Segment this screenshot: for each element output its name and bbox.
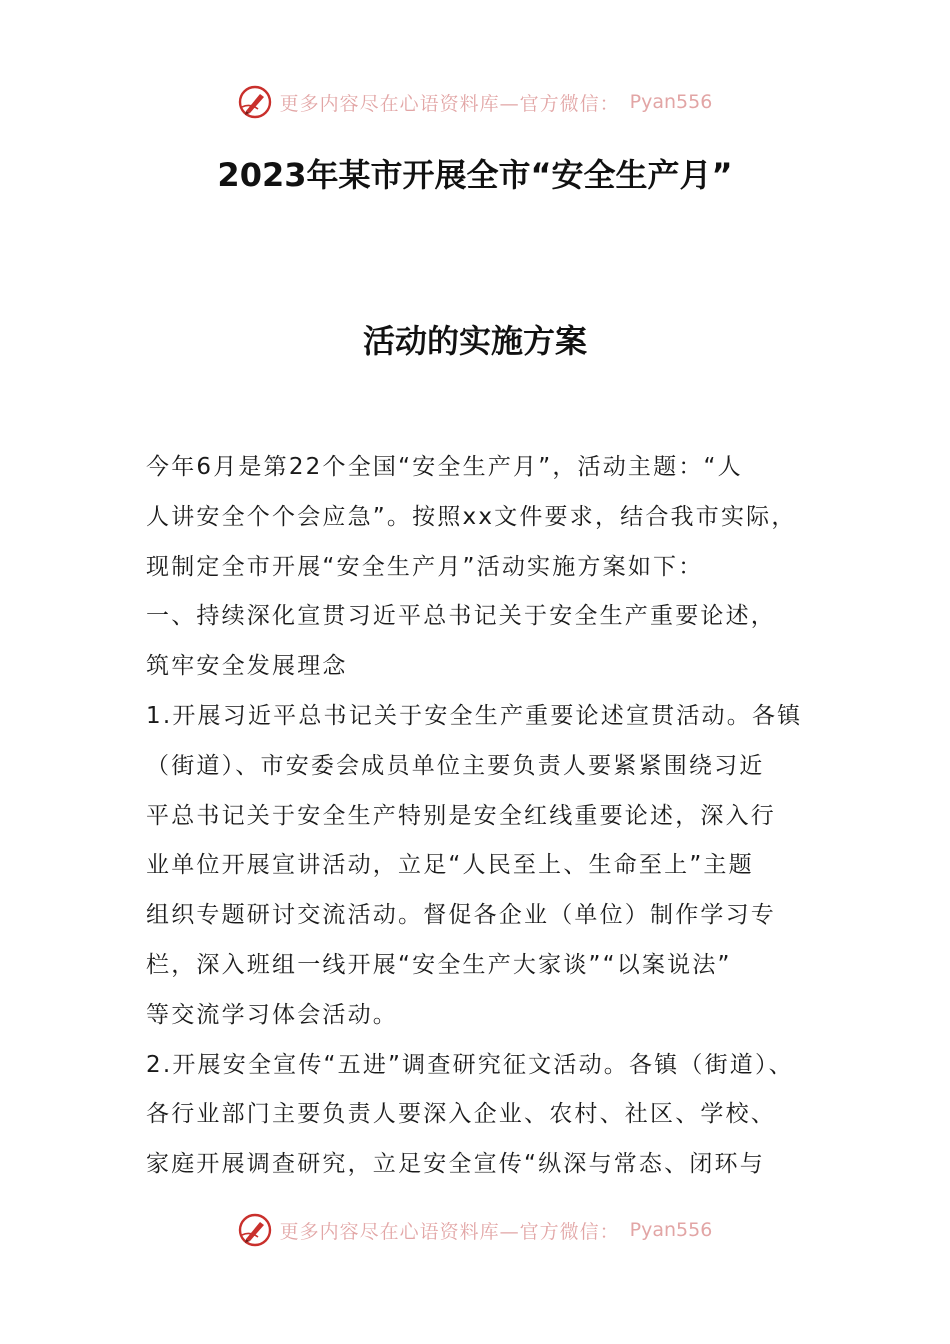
body-line: 组织专题研讨交流活动。督促各企业（单位）制作学习专 — [146, 902, 776, 929]
body-line: （街道）、市安委会成员单位主要负责人要紧紧围绕习近 — [146, 752, 765, 779]
watermark-wechat-id: Pyan556 — [629, 91, 713, 113]
watermark-text: 更多内容尽在心语资料库—官方微信： — [279, 92, 620, 115]
body-line: 2.开展安全宣传“五进”调查研究征文活动。各镇（街道）、 — [146, 1051, 794, 1078]
body-line: 今年6月是第22个全国“安全生产月”，活动主题：“人 — [146, 454, 743, 480]
watermark-footer — [0, 1210, 950, 1250]
document-title-line-1: 2023年某市开展全市“安全生产月” — [217, 156, 733, 194]
pen-logo-icon — [238, 1213, 272, 1247]
document-body — [146, 443, 826, 1190]
body-line: 等交流学习体会活动。 — [146, 1001, 398, 1028]
watermark-text: 更多内容尽在心语资料库—官方微信： — [279, 1220, 620, 1243]
body-line: 人讲安全个个会应急”。按照xx文件要求，结合我市实际， — [146, 503, 797, 530]
document-title-line-2: 活动的实施方案 — [362, 322, 587, 360]
body-line: 平总书记关于安全生产特别是安全红线重要论述，深入行 — [146, 802, 776, 829]
body-line: 家庭开展调查研究，立足安全宣传“纵深与常态、闭环与 — [146, 1151, 765, 1178]
body-line: 栏，深入班组一线开展“安全生产大家谈”“以案说法” — [146, 951, 732, 978]
body-line: 业单位开展宣讲活动，立足“人民至上、生命至上”主题 — [146, 852, 754, 879]
body-line: 1.开展习近平总书记关于安全生产重要论述宣贯活动。各镇 — [146, 702, 803, 729]
watermark-header — [0, 82, 950, 122]
body-line: 各行业部门主要负责人要深入企业、农村、社区、学校、 — [146, 1101, 776, 1128]
section-heading: 筑牢安全发展理念 — [146, 653, 348, 680]
body-line: 现制定全市开展“安全生产月”活动实施方案如下： — [146, 553, 704, 580]
watermark-wechat-id: Pyan556 — [629, 1219, 713, 1241]
section-heading: 一、持续深化宣贯习近平总书记关于安全生产重要论述， — [146, 603, 776, 630]
pen-logo-icon — [238, 85, 272, 119]
